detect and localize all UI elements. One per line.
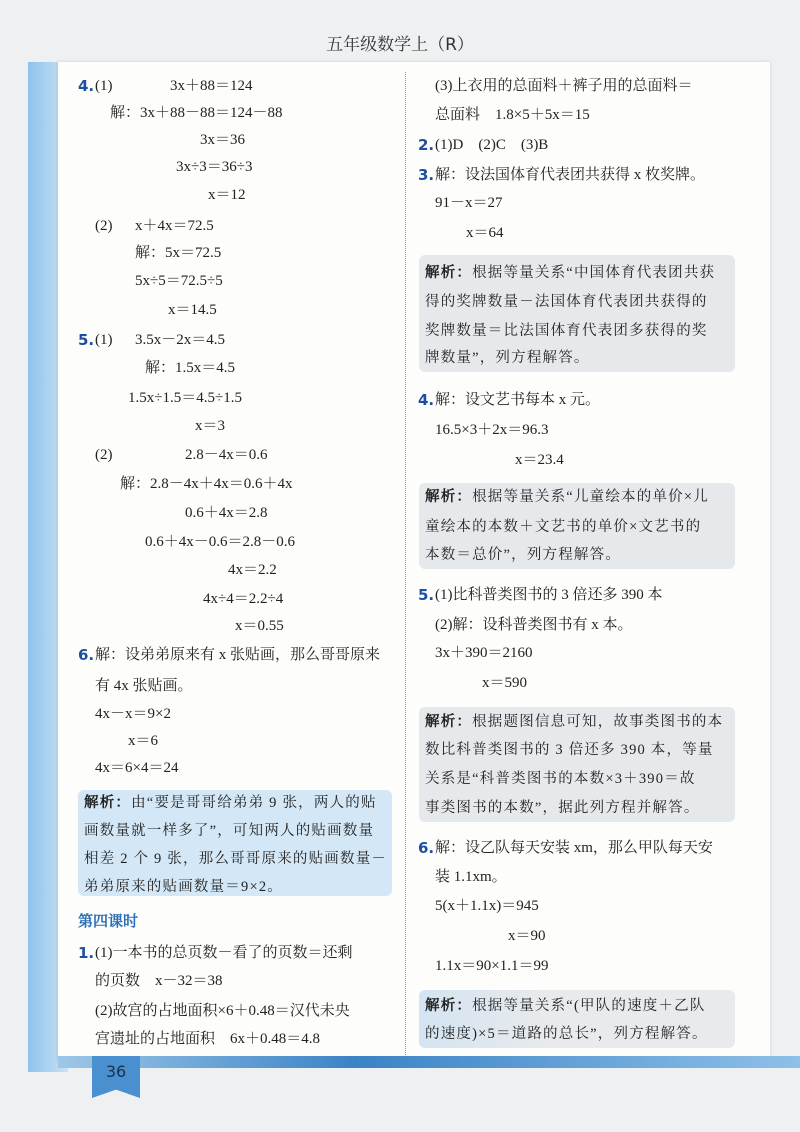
solution-line: 装 1.1xm。	[435, 869, 507, 885]
analysis-line: 得的奖牌数量－法国体育代表团共获得的	[425, 294, 708, 310]
page-header: 五年级数学上（R）	[326, 35, 474, 55]
equation-line: 0.6＋4x＝2.8	[185, 505, 268, 521]
part-label: (1)	[95, 78, 113, 94]
solution-line: (2)故宫的占地面积×6＋0.48＝汉代未央	[95, 1003, 350, 1019]
solution-line: 解：设法国体育代表团共获得 x 枚奖牌。	[435, 167, 706, 183]
equation-line: 1.5x÷1.5＝4.5÷1.5	[128, 390, 242, 406]
solution-line: 总面料 1.8×5＋5x＝15	[435, 107, 590, 123]
analysis-box	[419, 255, 735, 372]
analysis-line: 解析：根据题图信息可知，故事类图书的本	[425, 714, 724, 730]
column-divider	[405, 72, 406, 1057]
solution-line: (3)上衣用的总面料＋裤子用的总面料＝	[435, 78, 693, 94]
equation-line: 3x＋390＝2160	[435, 645, 533, 661]
equation-line: 解：5x＝72.5	[135, 245, 222, 261]
equation-line: x＝6	[128, 733, 159, 749]
analysis-line: 解析：由“要是哥哥给弟弟 9 张，两人的贴	[84, 795, 377, 811]
equation-line: 4x－x＝9×2	[95, 706, 171, 722]
solution-line: 解：设弟弟原来有 x 张贴画，那么哥哥原来	[95, 647, 381, 663]
equation-line: 4x÷4＝2.2÷4	[203, 591, 284, 607]
analysis-line: 弟弟原来的贴画数量＝9×2。	[84, 879, 283, 895]
page-number: 36	[105, 1062, 127, 1081]
equation-line: x＝0.55	[235, 618, 284, 634]
equation-line: 3x＝36	[200, 132, 246, 148]
solution-line: (1)一本书的总页数－看了的页数＝还剩	[95, 945, 353, 961]
analysis-line: 本数＝总价”，列方程解答。	[425, 547, 622, 563]
solution-line: 宫遗址的占地面积 6x＋0.48＝4.8	[95, 1031, 321, 1047]
equation-line: x＝590	[482, 675, 528, 691]
equation-line: 3.5x－2x＝4.5	[135, 332, 226, 348]
equation-line: 5x÷5＝72.5÷5	[135, 273, 223, 289]
analysis-line: 解析：根据等量关系“儿童绘本的单价×儿	[425, 489, 709, 505]
analysis-line: 奖牌数量＝比法国体育代表团多获得的奖	[425, 323, 708, 339]
question-number: 4.	[418, 391, 435, 409]
question-number: 6.	[78, 646, 95, 664]
question-number: 6.	[418, 839, 435, 857]
question-number: 5.	[418, 586, 435, 604]
solution-line: 有 4x 张贴画。	[95, 678, 193, 694]
solution-line: 的页数 x－32＝38	[95, 973, 223, 989]
analysis-line: 解析：根据等量关系“(甲队的速度＋乙队	[425, 998, 706, 1014]
equation-line: x＝12	[208, 187, 246, 203]
analysis-label: 解析：	[84, 795, 132, 811]
part-label: (2)	[95, 447, 113, 463]
answer-line: (1)D (2)C (3)B	[435, 137, 549, 153]
equation-line: 解：2.8－4x＋4x＝0.6＋4x	[120, 476, 293, 492]
analysis-label: 解析：	[425, 998, 473, 1014]
answer-line: (1)比科普类图书的 3 倍还多 390 本	[435, 587, 663, 603]
analysis-label: 解析：	[425, 489, 473, 505]
analysis-line: 事类图书的本数”，据此列方程并解答。	[425, 800, 700, 816]
analysis-label: 解析：	[425, 265, 473, 281]
question-number: 2.	[418, 136, 435, 154]
equation-line: 1.1x＝90×1.1＝99	[435, 958, 549, 974]
equation-line: x＝90	[508, 928, 546, 944]
analysis-box	[419, 990, 735, 1048]
equation-line: 91－x＝27	[435, 195, 503, 211]
analysis-label: 解析：	[425, 714, 473, 730]
analysis-line: 的速度)×5＝道路的总长”，列方程解答。	[425, 1026, 708, 1042]
question-number: 3.	[418, 166, 435, 184]
solution-line: 解：设乙队每天安装 xm，那么甲队每天安	[435, 840, 713, 856]
equation-line: x＝23.4	[515, 452, 564, 468]
analysis-box	[419, 483, 735, 569]
equation-line: 解：1.5x＝4.5	[145, 360, 236, 376]
part-label: (2)	[95, 218, 113, 234]
question-number: 4.	[78, 77, 95, 95]
analysis-line: 关系是“科普类图书的本数×3＋390＝故	[425, 771, 696, 787]
question-number: 1.	[78, 944, 95, 962]
equation-line: x＋4x＝72.5	[135, 218, 214, 234]
equation-line: x＝14.5	[168, 302, 217, 318]
equation-line: 3x÷3＝36÷3	[176, 159, 253, 175]
section-title: 第四课时	[78, 912, 139, 930]
analysis-line: 牌数量”，列方程解答。	[425, 350, 590, 366]
equation-line: 2.8－4x＝0.6	[185, 447, 268, 463]
equation-line: 0.6＋4x－0.6＝2.8－0.6	[145, 534, 296, 550]
equation-line: 5(x＋1.1x)＝945	[435, 898, 539, 914]
equation-line: x＝64	[466, 225, 504, 241]
analysis-line: 解析：根据等量关系“中国体育代表团共获	[425, 265, 716, 281]
analysis-line: 数比科普类图书的 3 倍还多 390 本，等量	[425, 742, 714, 758]
equation-line: x＝3	[195, 418, 226, 434]
analysis-box	[419, 707, 735, 822]
analysis-box	[78, 790, 392, 896]
solution-line: 解：设文艺书每本 x 元。	[435, 392, 601, 408]
equation-line: 3x＋88＝124	[170, 78, 253, 94]
equation-line: 16.5×3＋2x＝96.3	[435, 422, 549, 438]
solution-line: (2)解：设科普类图书有 x 本。	[435, 617, 633, 633]
question-number: 5.	[78, 331, 95, 349]
equation-line: 4x＝6×4＝24	[95, 760, 179, 776]
part-label: (1)	[95, 332, 113, 348]
analysis-line: 相差 2 个 9 张，那么哥哥原来的贴画数量－	[84, 851, 388, 867]
equation-line: 解：3x＋88－88＝124－88	[110, 105, 283, 121]
footer-bar	[58, 1056, 800, 1068]
equation-line: 4x＝2.2	[228, 562, 277, 578]
analysis-line: 画数量就一样多了”，可知两人的贴画数量	[84, 823, 375, 839]
analysis-line: 童绘本的本数＋文艺书的单价×文艺书的	[425, 519, 702, 535]
